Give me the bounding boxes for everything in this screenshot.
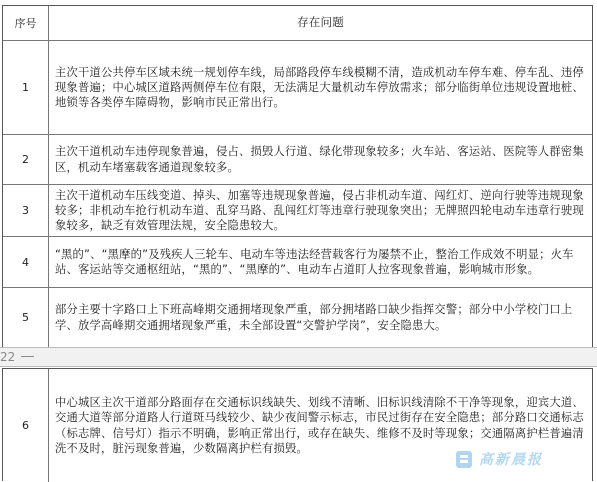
- row-number: 4: [3, 237, 49, 287]
- page-number: 22: [0, 350, 16, 364]
- page-dash: [21, 356, 34, 357]
- issues-table-top: [2, 5, 593, 348]
- row-number: 1: [3, 41, 49, 134]
- watermark-text: 高新晨报: [479, 452, 543, 468]
- watermark-logo-icon: [455, 448, 473, 470]
- table-row: [3, 237, 592, 288]
- row-number: 2: [3, 135, 49, 184]
- row-number: 6: [3, 369, 49, 482]
- row-text: “黑的”、“黑摩的”及残疾人三轮车、电动车等违法经营载客行为屡禁不止，整治工作成效不明显；火车站、客运站等交通枢纽站，“黑的”、“黑摩的”、电动车占道盯人拉客现象普遍，影响城市形象。: [55, 247, 574, 276]
- row-text: 主次干道公共停车区域未统一规划停车线，局部路段停车线模糊不清，造成机动车停车难、停车乱、违停现象普遍；中心城区道路两侧停车位有限，无法满足大量机动车停放需求；部分临街单位违规设置地桩、地锁等各类停车障碍物，影响市民正常出行。: [55, 65, 584, 110]
- page-separator: [0, 347, 597, 367]
- table-row: [3, 41, 592, 135]
- row-number: 3: [3, 185, 49, 236]
- row-text: 主次干道机动车违停现象普遍，侵占、损毁人行道、绿化带现象较多；火车站、客运站、医院等人群密集区，机动车堵塞载客通道现象较多。: [55, 145, 584, 174]
- row-number: 5: [3, 288, 49, 347]
- table-header-row: [3, 6, 592, 41]
- row-text: 中心城区主次干道部分路面存在交通标识线缺失、划线不清晰、旧标识线清除不干净等现象，迎宾大道、交通大道等部分道路人行道斑马线较少、缺少夜间警示标志，市民过街存在安全隐患；部分路口交通标志（标志牌、信号灯）指示不明确，影响正常出行，或存在缺失、维修不及时等现象；交通隔离护栏普遍清洗不及时，脏污现象普遍，少数隔离护栏有损毁。: [55, 395, 584, 455]
- table-row: [3, 288, 592, 347]
- table-row: [3, 135, 592, 185]
- row-text: 部分主要十字路口上下班高峰期交通拥堵现象严重，部分拥堵路口缺少指挥交警；部分中小学校门口上学、放学高峰期交通拥堵现象严重，未全部设置“交警护学岗”，安全隐患大。: [55, 303, 573, 332]
- header-issue: 存在问题: [297, 15, 344, 30]
- header-num: 序号: [3, 6, 49, 40]
- row-text: 主次干道机动车压线变道、掉头、加塞等违规现象普遍，侵占非机动车道、闯红灯、逆向行驶等违规现象较多；非机动车抢行机动车道、乱穿马路、乱闯红灯等违章行驶现象突出；无牌照四轮电动车违章行驶现象较多，缺乏有效管理法规，安全隐患较大。: [55, 188, 584, 233]
- table-row: [3, 185, 592, 237]
- watermark: [455, 446, 585, 472]
